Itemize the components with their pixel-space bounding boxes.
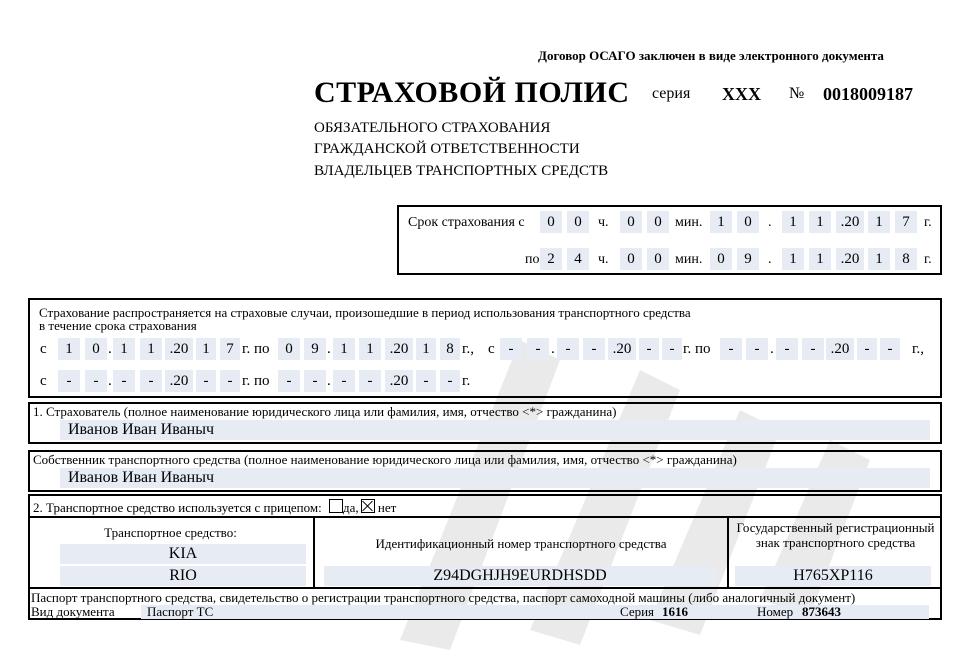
term-from-day-2: 0	[737, 211, 759, 233]
period-1-to-year-1: 1	[416, 338, 436, 360]
period-2-to-year-1: -	[857, 338, 877, 360]
plate-value: Н765ХР116	[735, 566, 931, 586]
period-3-from-day-2: -	[85, 370, 107, 392]
period-3-from-year-2: -	[220, 370, 240, 392]
divider	[28, 587, 942, 589]
term-from-label: Срок страхования с	[408, 215, 525, 230]
term-from-min-unit: мин.	[675, 215, 703, 230]
plate-label-line-2: знак транспортного средства	[755, 535, 916, 550]
term-from-month-1: 1	[782, 211, 804, 233]
period-1-from-day-1: 1	[58, 338, 80, 360]
vehicle-make: KIA	[60, 544, 306, 564]
trailer-label: 2. Транспортное средство используется с прицепом:	[33, 500, 322, 515]
coverage-text-line-1: Страхование распространяется на страховые случаи, произошедшие в период использования транспортного средства	[39, 305, 691, 320]
term-from-day-1: 1	[710, 211, 732, 233]
term-to-century: .20	[836, 248, 864, 270]
period-3-year-unit: г.	[462, 373, 471, 389]
term-to-label: по	[525, 252, 540, 267]
series-label: серия	[652, 85, 691, 102]
term-from-year-2: 7	[895, 211, 917, 233]
period-3-to-month-2: -	[359, 370, 381, 392]
trailer-row	[33, 499, 396, 516]
document-type-label: Вид документа	[31, 604, 115, 619]
document-series-value: 1616	[662, 604, 688, 619]
period-1-from-label: с	[40, 341, 47, 357]
divider	[28, 516, 942, 518]
vin-label: Идентификационный номер транспортного средства	[375, 536, 667, 551]
period-2-from-year-1: -	[639, 338, 659, 360]
term-to-hour-1: 2	[540, 248, 562, 270]
term-to-year-unit: г.	[924, 252, 932, 267]
period-1-to-year-2: 8	[440, 338, 460, 360]
period-3-from-century: .20	[165, 370, 193, 392]
period-2-from-month-2: -	[583, 338, 605, 360]
period-2-to-month-1: -	[776, 338, 798, 360]
period-3-from-month-1: -	[113, 370, 135, 392]
series-value: XXX	[722, 84, 761, 104]
insurer-name: Иванов Иван Иваныч	[68, 421, 215, 438]
term-to-year-2: 8	[895, 248, 917, 270]
term-from-hour-1: 0	[540, 211, 562, 233]
document-series-label: Серия	[620, 604, 655, 619]
period-2-to-month-2: -	[802, 338, 824, 360]
subtitle-line-1: ОБЯЗАТЕЛЬНОГО СТРАХОВАНИЯ	[314, 120, 551, 136]
period-3-to-day-2: -	[304, 370, 326, 392]
term-from-month-2: 1	[809, 211, 831, 233]
term-from-hour-2: 0	[567, 211, 589, 233]
term-from-year-unit: г.	[924, 215, 932, 230]
term-to-hour-unit: ч.	[598, 252, 609, 267]
period-1-from-day-2: 0	[85, 338, 107, 360]
period-2-from-year-2: -	[662, 338, 682, 360]
period-3-to-month-1: -	[333, 370, 355, 392]
document-type-value: Паспорт ТС	[147, 604, 214, 619]
term-from-year-1: 1	[868, 211, 890, 233]
period-2-from-label: с	[488, 341, 495, 357]
subtitle-line-3: ВЛАДЕЛЬЦЕВ ТРАНСПОРТНЫХ СРЕДСТВ	[314, 163, 609, 179]
period-2-year-unit: г.,	[912, 341, 924, 357]
period-1-to-day-1: 0	[278, 338, 300, 360]
document-number-value: 873643	[802, 604, 841, 619]
period-2-to-day-2: -	[746, 338, 768, 360]
document-number-label: Номер	[757, 604, 794, 619]
divider	[313, 516, 315, 588]
period-2-to-dot: .	[770, 341, 774, 357]
document-label: Паспорт транспортного средства, свидетельство о регистрации транспортного средства, паспорт самоходной машины (либо аналогичный документ)	[31, 590, 856, 605]
period-1-year-unit: г.,	[462, 341, 474, 357]
term-from-dot: .	[768, 215, 772, 230]
term-to-min-1: 0	[620, 248, 642, 270]
term-from-hour-unit: ч.	[598, 215, 609, 230]
term-to-day-2: 9	[737, 248, 759, 270]
period-2-to-year-2: -	[880, 338, 900, 360]
owner-label: Собственник транспортного средства (полное наименование юридического лица или фамилия, имя, отчество <*> гражданина)	[33, 452, 737, 467]
period-1-to-label: г. по	[242, 341, 270, 357]
electronic-contract-note: Договор ОСАГО заключен в виде электронного документа	[538, 48, 884, 63]
period-3-to-year-1: -	[416, 370, 436, 392]
period-1-to-day-2: 9	[304, 338, 326, 360]
period-2-to-day-1: -	[720, 338, 742, 360]
period-3-from-day-1: -	[58, 370, 80, 392]
period-1-from-century: .20	[165, 338, 193, 360]
period-2-from-day-1: -	[500, 338, 522, 360]
period-3-to-day-1: -	[278, 370, 300, 392]
period-3-from-label: с	[40, 373, 47, 389]
term-to-year-1: 1	[868, 248, 890, 270]
insurer-label: 1. Страхователь (полное наименование юридического лица или фамилия, имя, отчество <*> гражданина)	[33, 404, 617, 419]
trailer-no-checkbox[interactable]	[361, 499, 375, 513]
term-to-day-1: 0	[710, 248, 732, 270]
period-2-from-month-1: -	[557, 338, 579, 360]
period-1-from-year-1: 1	[196, 338, 216, 360]
term-to-hour-2: 4	[567, 248, 589, 270]
period-3-from-dot: .	[108, 373, 112, 389]
period-1-from-year-2: 7	[220, 338, 240, 360]
period-1-from-month-2: 1	[140, 338, 162, 360]
period-3-to-label: г. по	[242, 373, 270, 389]
period-2-from-dot: .	[551, 341, 555, 357]
period-1-from-month-1: 1	[113, 338, 135, 360]
term-to-month-2: 1	[809, 248, 831, 270]
period-3-to-year-2: -	[440, 370, 460, 392]
trailer-yes-checkbox[interactable]	[329, 499, 343, 513]
period-1-to-century: .20	[385, 338, 413, 360]
term-to-min-2: 0	[647, 248, 669, 270]
period-3-to-dot: .	[327, 373, 331, 389]
period-2-from-day-2: -	[527, 338, 549, 360]
policy-number: 0018009187	[823, 84, 913, 104]
coverage-text-line-2: в течение срока страхования	[39, 318, 197, 333]
period-1-to-dot: .	[327, 341, 331, 357]
period-2-to-label: г. по	[683, 341, 711, 357]
period-1-to-month-1: 1	[333, 338, 355, 360]
term-from-century: .20	[836, 211, 864, 233]
period-1-from-dot: .	[108, 341, 112, 357]
vin-value: Z94DGHJH9EURDHSDD	[324, 566, 716, 586]
vehicle-model: RIO	[60, 566, 306, 586]
period-2-to-century: .20	[826, 338, 854, 360]
period-1-to-month-2: 1	[359, 338, 381, 360]
policy-title: СТРАХОВОЙ ПОЛИС	[314, 76, 630, 109]
term-to-min-unit: мин.	[675, 252, 703, 267]
trailer-yes-label: да,	[342, 500, 359, 515]
trailer-no-label: нет	[377, 500, 397, 515]
owner-name: Иванов Иван Иваныч	[68, 469, 215, 486]
period-2-from-century: .20	[608, 338, 636, 360]
vehicle-label: Транспортное средство:	[104, 525, 237, 540]
term-to-month-1: 1	[782, 248, 804, 270]
period-3-from-month-2: -	[140, 370, 162, 392]
term-from-min-1: 0	[620, 211, 642, 233]
subtitle-line-2: ГРАЖДАНСКОЙ ОТВЕТСТВЕННОСТИ	[314, 141, 580, 157]
term-to-dot: .	[768, 252, 772, 267]
period-3-to-century: .20	[385, 370, 413, 392]
term-from-min-2: 0	[647, 211, 669, 233]
period-3-from-year-1: -	[196, 370, 216, 392]
plate-label-line-1: Государственный регистрационный	[736, 520, 935, 535]
number-label: №	[789, 85, 805, 102]
